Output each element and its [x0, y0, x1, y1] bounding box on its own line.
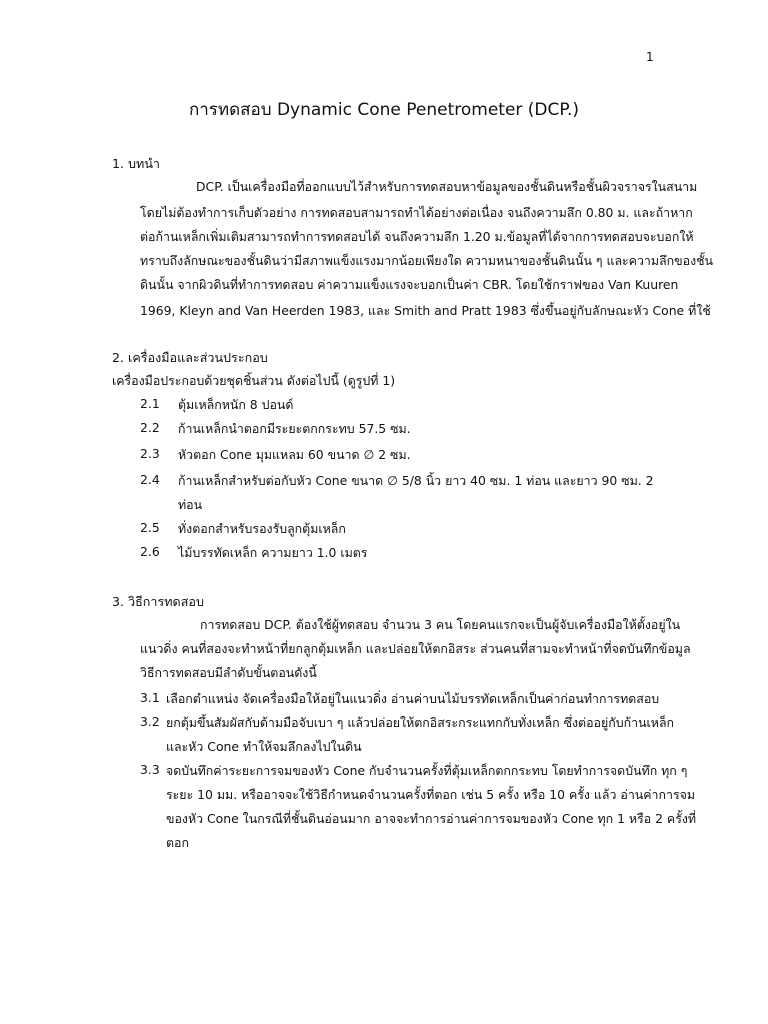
section-3-heading: 3. วิธีการทดสอบ — [112, 594, 204, 609]
section-1-line: โดยไม่ต้องทำการเก็บตัวอย่าง การทดสอบสามารถทำได้อย่างต่อเนื่อง จนถึงความลึก 0.80 ม. และถ้าหาก — [140, 205, 693, 220]
section-1-line: ทราบถึงลักษณะของชั้นดินว่ามีสภาพแข็งแรงมากน้อยเพียงใด ความหนาของชั้นดินนั้น ๆ และความลึกของชั้น — [140, 253, 713, 268]
item-text-continued: ระยะ 10 มม. หรืออาจจะใช้วิธีกำหนดจำนวนครั้งที่ตอก เช่น 5 ครั้ง หรือ 10 ครั้ง แล้ว อ่านค่าการจม — [166, 787, 696, 802]
item-text: ยกตุ้มขึ้นสัมผัสกับด้ามมือจับเบา ๆ แล้วปล่อยให้ตกอิสระกระแทกกับทั่งเหล็ก ซึ่งต่ออยู่กับก้านเหล็ก — [166, 715, 675, 730]
item-number: 2.1 — [140, 396, 160, 411]
section-1-line: DCP. เป็นเครื่องมือที่ออกแบบไว้สำหรับการทดสอบหาข้อมูลของชั้นดินหรือชั้นผิวจราจรในสนาม — [196, 179, 698, 194]
page-number: 1 — [646, 50, 654, 64]
item-text: จดบันทึกค่าระยะการจมของหัว Cone กับจำนวนครั้งที่ตุ้มเหล็กตกกระทบ โดยทำการจดบันทึก ทุก ๆ — [166, 763, 688, 778]
item-text: ก้านเหล็กนำตอกมีระยะตกกระทบ 57.5 ซม. — [178, 421, 411, 436]
section-1-heading: 1. บทนำ — [112, 156, 160, 171]
item-text-continued: ตอก — [166, 835, 189, 850]
item-text-continued: ของหัว Cone ในกรณีที่ชั้นดินอ่อนมาก อาจจะทำการอ่านค่าการจมของหัว Cone ทุก 1 หรือ 2 ครั้งที่ — [166, 811, 697, 826]
item-number: 2.4 — [140, 472, 160, 487]
item-text: หัวตอก Cone มุมแหลม 60 ขนาด ∅ 2 ซม. — [178, 447, 411, 462]
section-1-line: ดินนั้น จากผิวดินที่ทำการทดสอบ ค่าความแข็งแรงจะบอกเป็นค่า CBR. โดยใช้กราฟของ Van Kuuren — [140, 277, 679, 292]
item-text: เลือกตำแหน่ง จัดเครื่องมือให้อยู่ในแนวดิ่ง อ่านค่าบนไม้บรรทัดเหล็กเป็นค่าก่อนทำการทดสอบ — [166, 691, 660, 706]
item-number: 2.3 — [140, 446, 160, 461]
item-text: ทั่งตอกสำหรับรองรับลูกตุ้มเหล็ก — [178, 521, 346, 536]
section-2-heading: 2. เครื่องมือและส่วนประกอบ — [112, 350, 268, 365]
section-1-line: ต่อก้านเหล็กเพิ่มเติมสามารถทำการทดสอบได้ จนถึงความลึก 1.20 ม.ข้อมูลที่ได้จากการทดสอบจะบอกให้ — [140, 229, 694, 244]
item-number: 3.3 — [140, 762, 160, 777]
item-number: 3.1 — [140, 690, 160, 705]
item-text: ตุ้มเหล็กหนัก 8 ปอนด์ — [178, 397, 294, 412]
section-1-line: 1969, Kleyn and Van Heerden 1983, และ Smith and Pratt 1983 ซึ่งขึ้นอยู่กับลักษณะหัว Cone ที่ใช้ — [140, 303, 711, 318]
item-text: ไม้บรรทัดเหล็ก ความยาว 1.0 เมตร — [178, 545, 368, 560]
section-2-intro: เครื่องมือประกอบด้วยชุดชิ้นส่วน ดังต่อไปนี้ (ดูรูปที่ 1) — [112, 373, 396, 388]
section-3-line: การทดสอบ DCP. ต้องใช้ผู้ทดสอบ จำนวน 3 คน โดยคนแรกจะเป็นผู้จับเครื่องมือให้ตั้งอยู่ใน — [200, 617, 681, 632]
section-3-line: วิธีการทดสอบมีลำดับขั้นตอนดังนี้ — [140, 665, 317, 680]
page-title: การทดสอบ Dynamic Cone Penetrometer (DCP.) — [188, 100, 580, 120]
item-text-continued: และหัว Cone ทำให้จมลึกลงไปในดิน — [166, 739, 362, 754]
item-number: 2.5 — [140, 520, 160, 535]
item-number: 3.2 — [140, 714, 160, 729]
item-text: ก้านเหล็กสำหรับต่อกับหัว Cone ขนาด ∅ 5/8 นิ้ว ยาว 40 ซม. 1 ท่อน และยาว 90 ซม. 2 — [178, 473, 654, 488]
item-number: 2.6 — [140, 544, 160, 559]
item-number: 2.2 — [140, 420, 160, 435]
item-text-continued: ท่อน — [178, 497, 203, 512]
section-3-line: แนวดิ่ง คนที่สองจะทำหน้าที่ยกลูกตุ้มเหล็ก และปล่อยให้ตกอิสระ ส่วนคนที่สามจะทำหน้าที่จดบันทึกข้อมูล — [140, 641, 691, 656]
